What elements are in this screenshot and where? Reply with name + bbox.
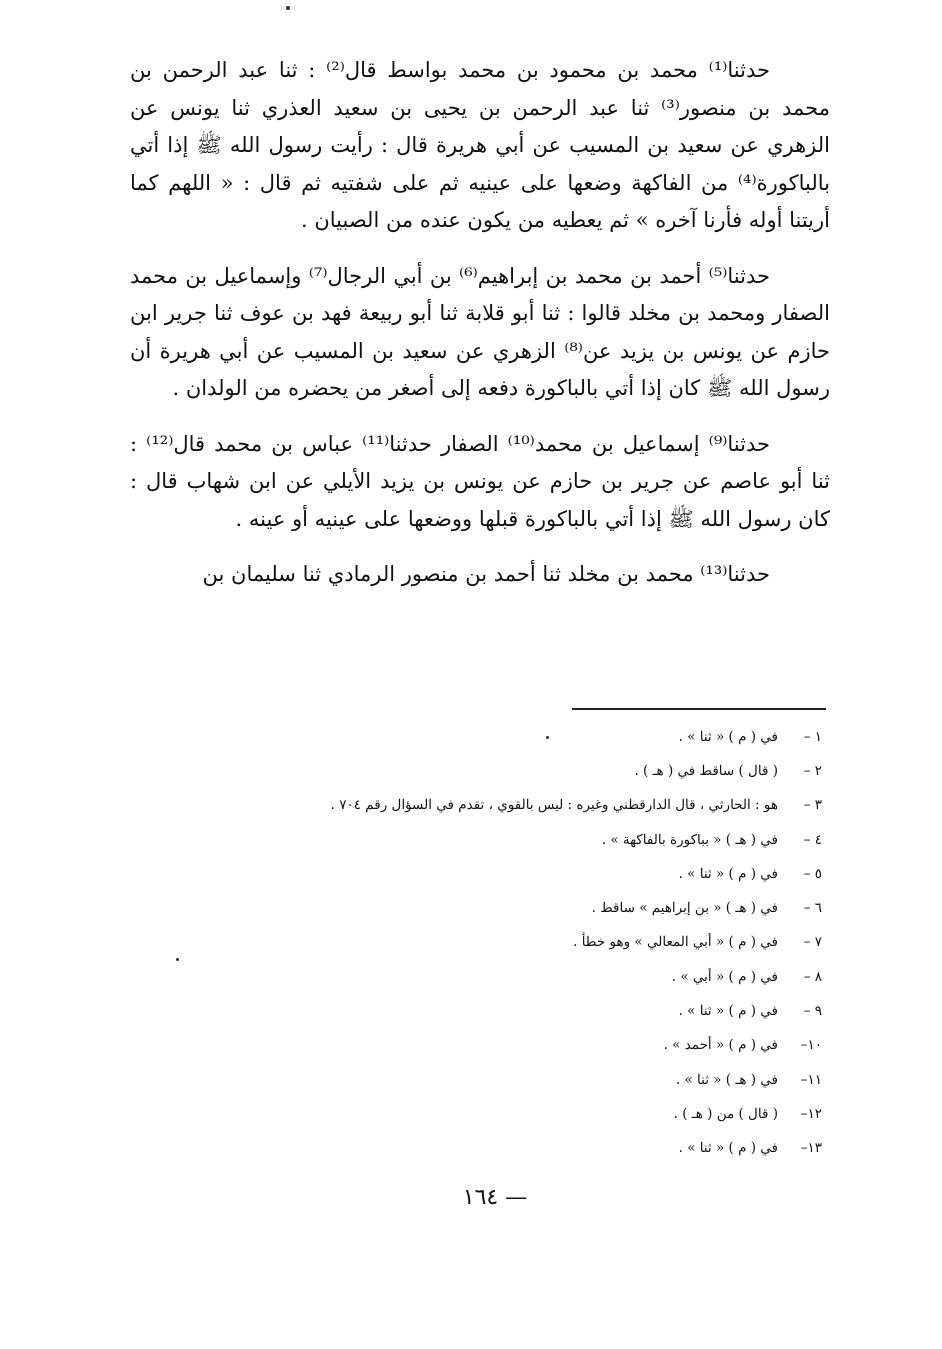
footnote-text: في ( م ) « ثنا » . bbox=[678, 1003, 778, 1020]
footnote-item bbox=[102, 891, 822, 925]
footnote-item bbox=[102, 1097, 822, 1131]
footnote-text: في ( م ) « أبي » . bbox=[671, 968, 778, 985]
footnote-divider bbox=[572, 708, 826, 710]
footnote-number: ٣ – bbox=[803, 797, 822, 814]
footnote-text: في ( م ) « أحمد » . bbox=[663, 1037, 778, 1054]
footnote-item bbox=[102, 754, 822, 788]
footnote-text: في ( م ) « ثنا » . bbox=[678, 865, 778, 882]
footnote-text: في ( م ) « أبي المعالي » وهو خطأ . bbox=[573, 934, 778, 951]
main-text-body bbox=[130, 52, 830, 612]
scan-speck bbox=[286, 6, 290, 10]
footnote-number: ١٢– bbox=[800, 1105, 822, 1122]
footnote-number: ٢ – bbox=[803, 762, 822, 779]
footnote-number: ١٣– bbox=[800, 1140, 822, 1157]
footnote-item bbox=[102, 1029, 822, 1063]
footnote-number: ١ – bbox=[803, 728, 822, 745]
footnote-item bbox=[102, 857, 822, 891]
hadith-paragraph-2: حدثنا⁽⁵⁾ أحمد بن محمد بن إبراهيم⁽⁶⁾ بن أبي الرجال⁽⁷⁾ وإسماعيل بن محمد الصفار ومحمد بن مخلد قالوا : ثنا أبو قلابة ثنا أبو ربيعة فهد بن عوف ثنا جرير ابن حازم عن يونس بن يزيد عن⁽⁸⁾ الزهري عن سعيد بن المسيب عن أبي هريرة أن رسول الله ﷺ كان إذا أتي بالباكورة دفعه إلى أصغر من يحضره من الولدان . bbox=[130, 263, 831, 400]
footnote-text: في ( م ) « ثنا » . bbox=[678, 1140, 778, 1157]
footnote-number: ١٠– bbox=[800, 1037, 822, 1054]
scan-speck bbox=[176, 958, 179, 961]
footnote-text: في ( هـ ) « ثنا » . bbox=[675, 1071, 778, 1088]
footnote-number: ١١– bbox=[800, 1071, 822, 1088]
footnote-item bbox=[102, 960, 822, 994]
footnote-text: في ( م ) « ثنا » . bbox=[678, 728, 778, 745]
footnote-number: ٨ – bbox=[803, 968, 822, 985]
footnote-text: في ( هـ ) « بباكورة بالفاكهة » . bbox=[601, 831, 778, 848]
footnote-number: ٥ – bbox=[803, 865, 822, 882]
footnote-number: ٩ – bbox=[803, 1003, 822, 1020]
page-number: — ١٦٤ bbox=[462, 1185, 528, 1210]
footnote-number: ٦ – bbox=[803, 900, 822, 917]
footnote-item bbox=[102, 720, 822, 754]
footnote-item bbox=[102, 1132, 822, 1166]
footnote-number: ٧ – bbox=[803, 934, 822, 951]
footnote-text: هو : الحارثي ، قال الدارقطني وغيره : ليس بالقوي ، تقدم في السؤال رقم ٧٠٤ . bbox=[330, 797, 778, 814]
hadith-paragraph-3: حدثنا⁽⁹⁾ إسماعيل بن محمد⁽¹⁰⁾ الصفار حدثنا⁽¹¹⁾ عباس بن محمد قال⁽¹²⁾ : ثنا أبو عاصم عن جرير بن حازم عن يونس بن يزيد الأيلي عن ابن شهاب قال : كان رسول الله ﷺ إذا أتي بالباكورة قبلها ووضعها على عينيه أو عينه . bbox=[130, 431, 830, 531]
footnote-text: في ( هـ ) « بن إبراهيم » ساقط . bbox=[591, 900, 778, 917]
scan-speck bbox=[546, 736, 549, 739]
footnote-item bbox=[102, 789, 822, 823]
footnote-text: ( قال ) من ( هـ ) . bbox=[673, 1105, 778, 1122]
footnote-number: ٤ – bbox=[803, 831, 822, 848]
footnote-item bbox=[102, 1063, 822, 1097]
footnotes-list bbox=[102, 720, 822, 1166]
footnote-item bbox=[102, 823, 822, 857]
footnote-item bbox=[102, 994, 822, 1028]
hadith-paragraph-1: حدثنا⁽¹⁾ محمد بن محمود بن محمد بواسط قال⁽²⁾ : ثنا عبد الرحمن بن محمد بن منصور⁽³⁾ ثنا عبد الرحمن بن يحيى بن سعيد العذري ثنا يونس عن الزهري عن سعيد بن المسيب عن أبي هريرة قال : رأيت رسول الله ﷺ إذا أتي بالباكورة⁽⁴⁾ من الفاكهة وضعها على عينيه ثم على شفتيه ثم قال : « اللهم كما أريتنا أوله فأرنا آخره » ثم يعطيه من يكون عنده من الصبيان . bbox=[130, 58, 830, 232]
hadith-paragraph-4: حدثنا⁽¹³⁾ محمد بن مخلد ثنا أحمد بن منصور الرمادي ثنا سليمان بن bbox=[202, 562, 770, 586]
footnote-item bbox=[102, 926, 822, 960]
footnote-text: ( قال ) ساقط في ( هـ ) . bbox=[634, 762, 778, 779]
